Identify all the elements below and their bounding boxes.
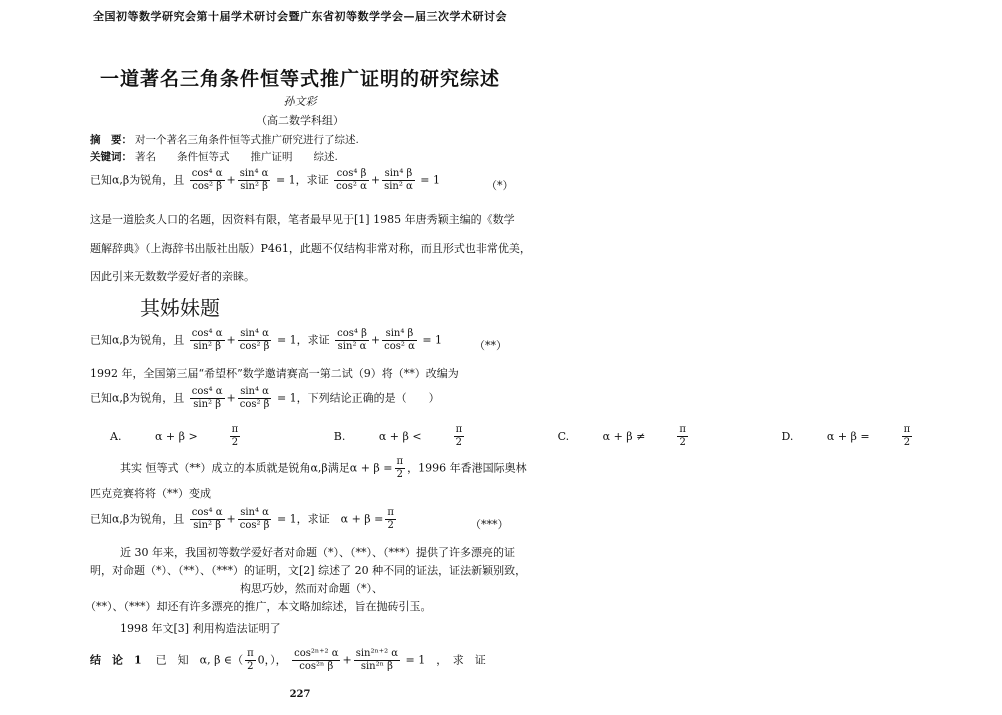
option-a: A. α + β > $\frac{\pi}{2}$ [110,424,239,448]
conclusion-1: 结 论 1 已 知 α, β ∈（ $\frac{\pi}{2}$ 0，）， $\frac{\text{cos²ⁿ⁺² α}}{\text{cos²ⁿ β}}$ + $\frac{\text{sin²ⁿ⁺² α}}{\text{sin²ⁿ β}}$ = 1 ， 求 证 [90,648,486,672]
fraction: $\frac{\text{cos⁴ β}}{\text{cos² α}}$ [336,168,367,192]
review-line-1: 近 30 年来，我国初等数学爱好者对命题（*）、（**）、（***）提供了许多漂亮的证 [120,546,515,559]
abstract [90,132,359,147]
fraction: $\frac{\text{sin⁴ α}}{\text{sin² β}}$ [239,168,269,192]
intro-line-1: 这是一道脍炙人口的名题，因资料有限，笔者最早见于[1] 1985 年唐秀颖主编的《数学 [90,213,515,226]
review-line-4: （**）、（***）却还有许多漂亮的推广，本文略加综述，旨在抛砖引玉。 [85,600,432,613]
problem-1-eq-b: = 1 [420,173,441,187]
equation-tag: （*） [486,179,514,192]
problem-1-given: 已知α,β为锐角，且 [90,173,185,187]
competition-note: 1992 年，全国第三届“希望杯”数学邀请赛高一第二试（9）将（**）改编为 [90,367,459,380]
fraction: $\frac{\text{sin⁴ α}}{\text{cos² β}}$ [239,386,270,410]
running-header: 全国初等数学研究会第十届学术研讨会暨广东省初等数学学会—届三次学术研讨会 [93,10,507,23]
fraction: $\frac{\text{cos⁴ α}}{\text{sin² β}}$ [191,386,223,410]
essence-line-2: 匹克竞赛将将（**）变成 [90,487,211,500]
page-number: 227 [289,689,311,700]
equation-tag: （***） [470,518,509,531]
intro-line-3: 因此引来无数数学爱好者的亲睐。 [90,270,255,283]
review-line-2: 明，对命题（*）、（**）、（***）的证明，文[2] 综述了 20 种不同的证法，证法新颖别致， [90,564,527,577]
section-heading: 其姊妹题 [140,296,220,320]
answer-options [110,424,1002,449]
option-d: D. α + β = $\frac{\pi}{2}$ [781,424,911,448]
fraction: $\frac{\text{cos⁴ α}}{\text{cos² β}}$ [191,168,223,192]
essence-line-1: 其实 恒等式（**）成立的本质就是锐角α,β满足α + β = $\frac{\pi}{2}$ ，1996 年香港国际奥林 [120,456,527,480]
fraction: $\frac{\text{cos⁴ α}}{\text{sin² β}}$ [191,507,223,531]
keywords [90,149,338,164]
problem-3: 已知α,β为锐角，且 $\frac{\text{cos⁴ α}}{\text{sin² β}}$ + $\frac{\text{sin⁴ α}}{\text{cos² β}}$ = 1，下列结论正确的是（ ） [90,386,440,410]
fraction: $\frac{\text{sin⁴ β}}{\text{sin² α}}$ [384,168,413,192]
equation-tag: （**） [474,339,507,352]
author: 孙文彩 [283,95,317,108]
abstract-label: 摘 要： [90,134,132,146]
fraction: $\frac{\text{cos²ⁿ⁺² α}}{\text{cos²ⁿ β}}$ [294,648,339,672]
keywords-label: 关键词： [90,151,132,163]
review-line-3: 构思巧妙，然而对命题（*）、 [240,582,383,595]
problem-1: 已知α,β为锐角，且 $\frac{\text{cos⁴ α}}{\text{cos² β}}$ + $\frac{\text{sin⁴ α}}{\text{sin² β}}$ = 1，求证 $\frac{\text{cos⁴ β}}{\text{cos² α}}$ + $\frac{\text{sin⁴ β}}{\text{sin² α}}$ = 1 [90,168,441,192]
abstract-text: 对一个著名三角条件恒等式推广研究进行了综述. [135,134,359,146]
keywords-text: 著名 条件恒等式 推广证明 综述. [135,151,338,163]
fraction: $\frac{\text{cos⁴ α}}{\text{sin² β}}$ [191,328,223,352]
option-c: C. α + β ≠ $\frac{\pi}{2}$ [557,424,686,448]
fraction: $\frac{\text{cos⁴ β}}{\text{sin² α}}$ [337,328,367,352]
problem-2: 已知α,β为锐角，且 $\frac{\text{cos⁴ α}}{\text{sin² β}}$ + $\frac{\text{sin⁴ α}}{\text{cos² β}}$ = 1，求证 $\frac{\text{cos⁴ β}}{\text{sin² α}}$ + $\frac{\text{sin⁴ β}}{\text{cos² α}}$ = 1 [90,328,443,352]
fraction: $\frac{\text{sin²ⁿ⁺² α}}{\text{sin²ⁿ β}}$ [355,648,399,672]
problem-1-eq: = 1，求证 [275,173,329,187]
fraction: $\frac{\text{sin⁴ α}}{\text{cos² β}}$ [239,507,270,531]
author-group: （高二数学科组） [256,114,344,127]
problem-4: 已知α,β为锐角，且 $\frac{\text{cos⁴ α}}{\text{sin² β}}$ + $\frac{\text{sin⁴ α}}{\text{cos² β}}$ = 1，求证 α + β = $\frac{\pi}{2}$ [90,507,394,531]
fraction: $\frac{\text{sin⁴ β}}{\text{cos² α}}$ [384,328,415,352]
option-b: B. α + β < $\frac{\pi}{2}$ [333,424,463,448]
paper-title: 一道著名三角条件恒等式推广证明的研究综述 [99,68,500,90]
intro-line-2: 题解辞典》（上海辞书出版社出版）P461，此题不仅结构非常对称，而且形式也非常优美， [90,242,531,255]
fraction: $\frac{\text{sin⁴ α}}{\text{cos² β}}$ [239,328,270,352]
reference-1998: 1998 年文[3] 利用构造法证明了 [120,622,281,635]
